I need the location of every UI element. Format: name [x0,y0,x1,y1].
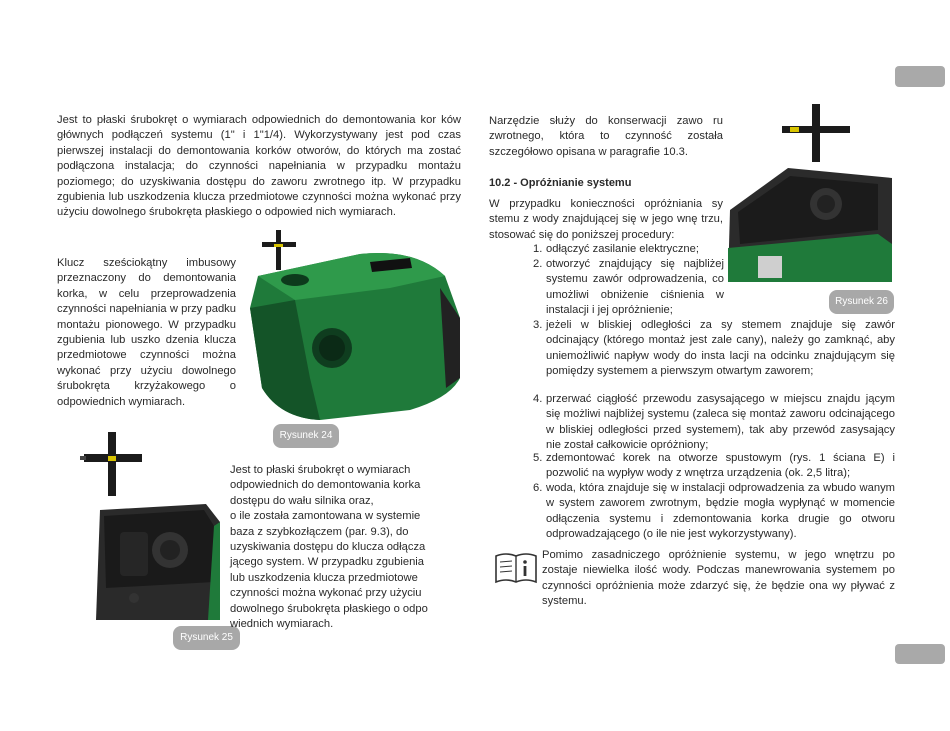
step-5 [533,451,895,482]
p3-line-2: odpowiednich do demontowania korka [230,479,421,492]
p3-line-5: baza z szybkozłączem (par. 9.3), do [230,525,409,538]
step-2 [533,257,724,319]
p3-line-7: jącego system. W przypadku zgubienia [230,556,425,569]
note-text: Pomimo zasadniczego opróżnienie systemu, w jego wnętrzu po zostaje niewielka ilość wody. Podczas manewrowania systemem po czynności opróżnienia może zdarzyć się, że będzie ona wy pływać z systemu. [542,549,895,608]
pump-figure-25 [96,502,222,620]
p3-line-10: dowolnego śrubokręta płaskiego o odpo [230,602,428,615]
section-title: 10.2 - Opróżnianie systemu [489,177,632,189]
figure-24-caption: Rysunek 24 [273,424,339,448]
p3-line-1: Jest to płaski śrubokręt o wymiarach [230,464,411,476]
right-intro: Narzędzie służy do konserwacji zawo ru zwrotnego, która to czynność została szczegółowo opisana w paragrafie 10.3. [489,115,723,158]
page-tab-top [895,66,945,87]
left-paragraph-2: Klucz sześciokątny imbusowy przeznaczony do demontowania korka, w celu przeprowadzenia czynności napełniania w przy padku montażu pionowego. W przypadku zgubienia lub uszko dzenia klucza przedmiotowe czynności można wykonać przy użyciu dowolnego śrubokręta krzyżakowego o odpowiednich wymiarach. [57,257,236,408]
step-text: jeżeli w bliskiej odległości za sy stemem znajduje się zawór odcinający (którego montaż jest zale cany), należy go zamknąć, aby uniemożliwić napływ wody do insta lacji na odcinku znajdującym się pomiędzy systemem a pierwszym otwartym zaworem; [546,319,895,378]
step-6 [533,481,895,543]
step-number: 6. [533,482,543,494]
p3-line-11: wiednich wymiarach. [230,618,334,631]
step-4 [533,392,895,454]
screwdriver-figure-25 [78,428,150,500]
left-paragraph-3 [230,463,462,632]
hex-key-icon [262,230,296,270]
step-3 [533,318,895,380]
p3-line-3: dostępu do wału silnika oraz, [230,494,374,507]
pump-figure-24 [240,228,462,424]
screwdriver-icon [80,432,142,496]
step-text: otworzyć znajdujący się najbliżej systemu zawór odprowadzenia, co umożliwi obniżenie ciśnienia w instalacji i jej opróżnienie; [546,258,724,317]
pump-figure-26 [728,160,894,282]
p3-line-4: o ile została zamontowana w systemie [230,510,421,523]
screwdriver-figure-26 [776,100,856,166]
right-lead: W przypadku konieczności opróżniania sy stemu z wody znajdującej się w jego wnę trzu, stosować się do poniższej procedury: [489,198,723,241]
p3-line-6: uzyskiwania dostępu do klucza odłącza [230,541,426,554]
step-text: woda, która znajduje się w instalacji odprowadzenia za wbudo wanym w system zaworem zwrotnym, będzie mogła wypłynąć w momencie odłączenia systemu i zdemontowania korka drugie go otworu odprowadzającego (o ile nie jest wykorzystywany). [546,482,895,541]
step-text: odłączyć zasilanie elektryczne; [546,243,699,255]
step-number: 5. [533,452,543,464]
step-number: 4. [533,393,543,405]
left-paragraph-1: Jest to płaski śrubokręt o wymiarach odpowiednich do demontowania kor ków głównych podłączeń systemu (1" i 1"1/4). Wykorzystywany jest pod czas pierwszej instalacji do demontowania korków otworów, do których ma zostać podłączona instalacja; do czynności napełniania w przypadku montażu poziomego; do uzyskiwania dostępu do zaworu zwrotnego itp. W przypadku zgubienia lub uszkodzenia klucza przedmiotowe czynności można wykonać przy użyciu dowolnego śrubokręta płaskiego o odpowied nich wymiarach. [57,114,461,219]
p3-line-8: lub uszkodzenia klucza przedmiotowe [230,571,418,584]
figure-25-caption: Rysunek 25 [173,626,240,650]
step-number: 1. [533,243,543,255]
step-number: 2. [533,258,543,270]
step-text: przerwać ciągłość przewodu zasysającego w miejscu znajdu jącym się możliwi najbliżej systemu (zaleca się montaż zaworu odcinającego w bliskiej odległości przed systemem), tak aby przewód zasysający nie został całkowicie opróżniony; [546,393,895,452]
info-book-icon [494,550,538,586]
screwdriver-icon [782,104,850,162]
step-number: 3. [533,319,543,331]
step-text: zdemontować korek na otworze spustowym (rys. 1 ściana E) i pozwolić na wypływ wody z wnętrza urządzenia (ok. 2,5 litra); [546,452,895,480]
step-1 [533,242,724,257]
figure-26-caption: Rysunek 26 [829,290,894,314]
page-tab-bottom [895,644,945,664]
p3-line-9: czynności można wykonać przy użyciu [230,587,422,600]
